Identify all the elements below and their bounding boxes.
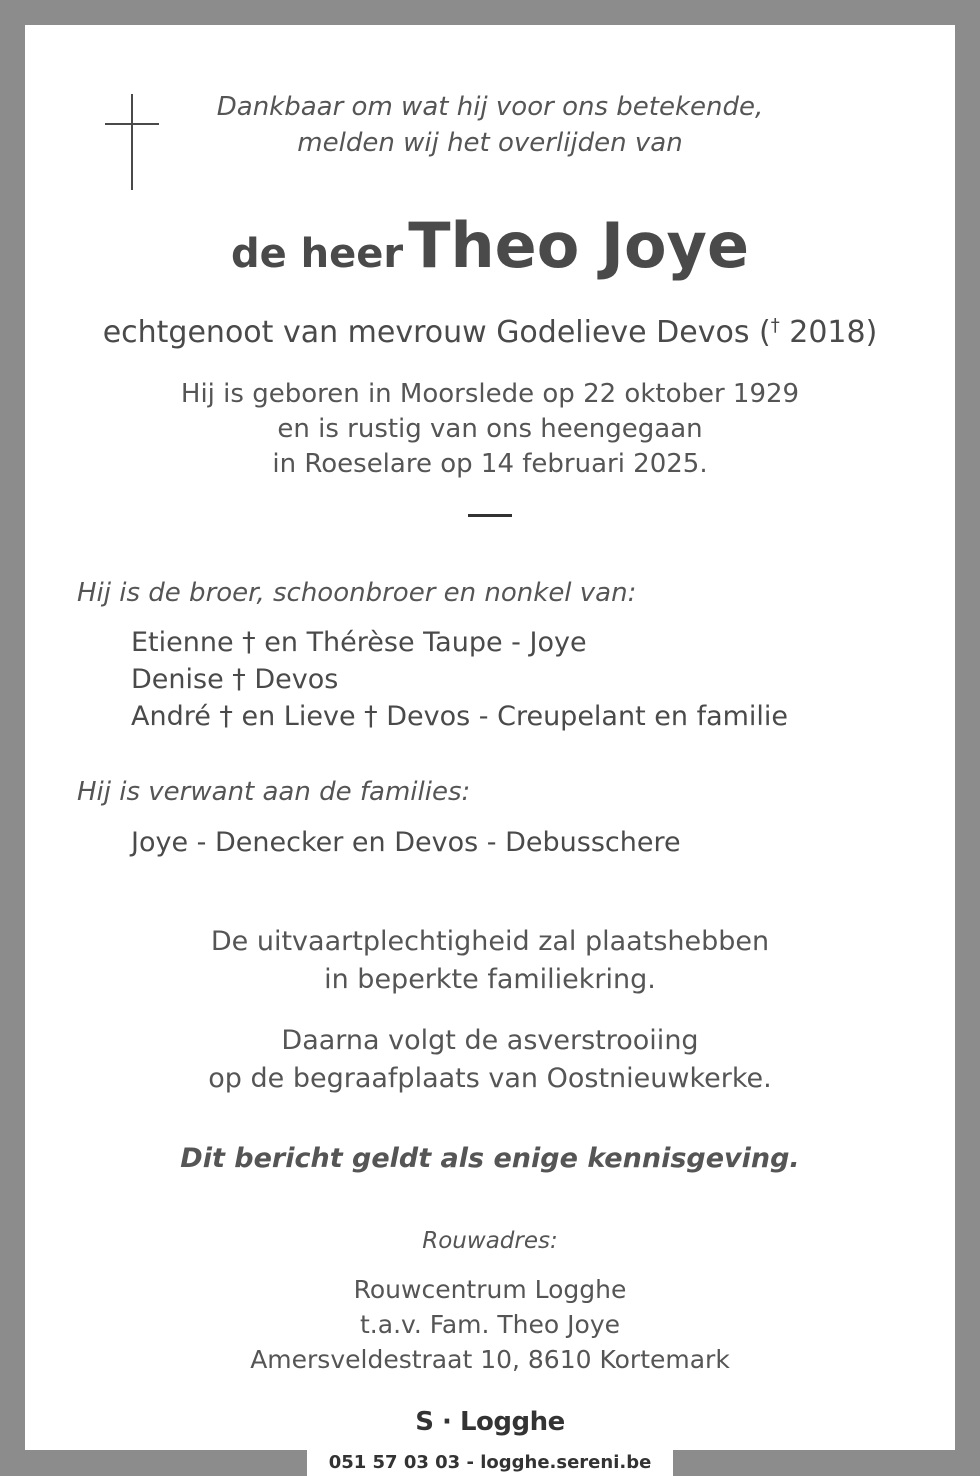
bio-text [25,377,955,482]
address-line-3: Amersveldestraat 10, 8610 Kortemark [250,1345,730,1374]
list-item: André † en Lieve † Devos - Creupelant en familie [131,701,789,732]
spouse-year: 2018) [779,315,878,350]
after-text [25,1022,955,1098]
footer-contact: 051 57 03 03 - logghe.sereni.be [307,1450,673,1476]
logo: S · Logghe [415,1407,565,1437]
after-line-1: Daarna volgt de asverstrooiing [281,1025,699,1056]
relatives-list [131,624,788,735]
ceremony-text [25,923,955,999]
list-item: Joye - Denecker en Devos - Debusschere [131,827,681,858]
deceased-name [25,209,955,282]
families-heading: Hij is verwant aan de families: [77,777,471,807]
divider [468,514,512,517]
name-prefix: de heer [230,231,404,277]
full-name: Theo Joye [408,209,750,282]
spouse-line [25,315,955,350]
spouse-text: echtgenoot van mevrouw Godelieve Devos ( [102,315,771,350]
address-line-1: Rouwcentrum Logghe [353,1275,627,1304]
ceremony-line-1: De uitvaartplechtigheid zal plaatshebben [210,926,770,957]
address-line-2: t.a.v. Fam. Theo Joye [360,1310,620,1339]
intro-line-2: melden wij het overlijden van [297,128,683,158]
bio-line-2: en is rustig van ons heengegaan [277,414,703,444]
spouse-cross-icon: † [770,315,780,336]
bio-line-1: Hij is geboren in Moorslede op 22 oktober 1929 [180,379,800,409]
bio-line-3: in Roeselare op 14 februari 2025. [272,449,708,479]
list-item: Etienne † en Thérèse Taupe - Joye [131,627,587,658]
relatives-heading: Hij is de broer, schoonbroer en nonkel van: [77,578,637,608]
intro-text [25,89,955,161]
intro-line-1: Dankbaar om wat hij voor ons betekende, [216,92,764,122]
after-line-2: op de begraafplaats van Oostnieuwkerke. [208,1063,772,1094]
list-item: Denise † Devos [131,664,339,695]
address-label: Rouwadres: [422,1228,558,1254]
ceremony-line-2: in beperkte familiekring. [324,964,656,995]
notice-text: Dit bericht geldt als enige kennisgeving. [180,1143,800,1174]
families-list [131,824,681,861]
address-lines [25,1272,955,1377]
death-notice-card [25,25,955,1450]
